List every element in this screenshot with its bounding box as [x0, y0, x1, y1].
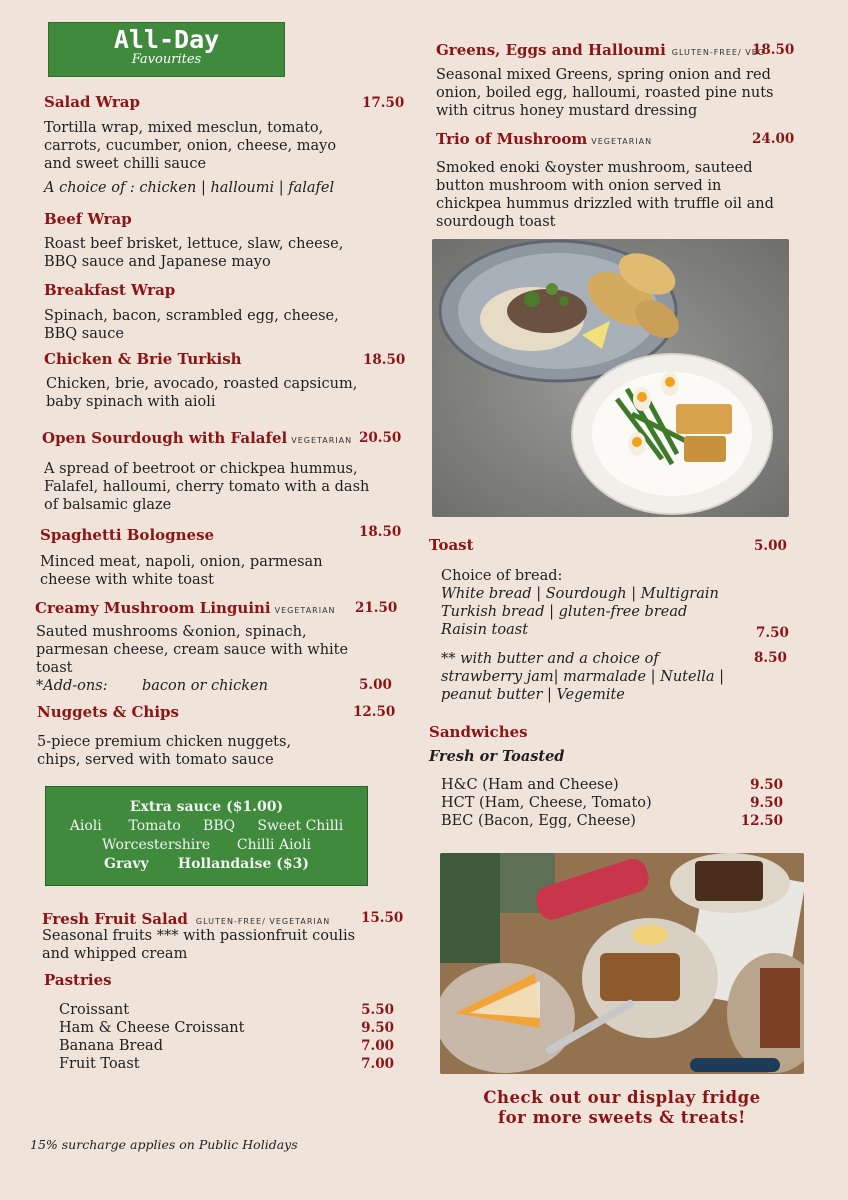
item-desc-chicken-brie: Chicken, brie, avocado, roasted capsicum, baby spinach with aioli	[46, 376, 358, 410]
item-desc-salad-wrap: Tortilla wrap, mixed mesclun, tomato, carrots, cucumber, onion, cheese, mayo and sweet chilli sauce	[44, 120, 337, 172]
item-price-nuggets: 12.50	[353, 704, 396, 720]
tag-vegetarian: VEGETARIAN	[274, 606, 336, 615]
item-name-salad-wrap: Salad Wrap	[44, 93, 140, 111]
item-name-open-sourdough	[42, 429, 352, 447]
item-desc-mushroom: Smoked enoki &oyster mushroom, sauteed button mushroom with onion served in chickpea hummus drizzled with truffle oil and sourdough toast	[436, 160, 774, 230]
item-name-toast: Toast	[429, 536, 474, 554]
item-price-chicken-brie: 18.50	[363, 352, 406, 368]
item-name-sandwiches: Sandwiches	[429, 723, 528, 741]
addon-label: *Add-ons:	[36, 678, 108, 694]
menu-subtitle: Favourites	[131, 52, 202, 67]
sweets-illustration	[440, 853, 804, 1074]
sandwich-name: HCT (Ham, Cheese, Tomato)	[441, 795, 652, 811]
sandwich-price: 12.50	[740, 813, 783, 829]
food-photo-sweets	[440, 853, 804, 1074]
surcharge-note: 15% surcharge applies on Public Holidays	[30, 1137, 298, 1152]
toast-butter: ** with butter and a choice of strawberry jam| marmalade | Nutella | peanut butter | Vegemite	[441, 651, 724, 703]
extra-sauce-line1: Aioli Tomato BBQ Sweet Chilli	[69, 818, 344, 834]
extra-sauce-box	[45, 786, 368, 886]
item-name-beef-wrap: Beef Wrap	[44, 210, 132, 228]
addon-text: bacon or chicken	[142, 678, 268, 694]
item-price-mushroom: 24.00	[752, 131, 795, 147]
pastry-price: 5.50	[361, 1002, 394, 1018]
item-name-breakfast-wrap: Breakfast Wrap	[44, 281, 176, 299]
item-desc-spaghetti: Minced meat, napoli, onion, parmesan cheese with white toast	[40, 554, 323, 588]
tag-gluten-free-vegetarian: GLUTEN-FREE/ VEGETARIAN	[195, 917, 331, 926]
list-item	[59, 1037, 394, 1055]
toast-butter-price: 8.50	[754, 650, 787, 666]
pastry-name: Ham & Cheese Croissant	[59, 1020, 245, 1036]
item-price-salad-wrap: 17.50	[362, 95, 405, 111]
extra-sauce-title: Extra sauce ($1.00)	[129, 799, 284, 815]
extra-sauce-line2: Worcestershire Chilli Aioli	[102, 837, 311, 853]
sandwiches-list	[441, 776, 783, 830]
item-choice-salad-wrap: A choice of : chicken | halloumi | falafel	[44, 180, 335, 196]
tag-gluten-free-veg: GLUTEN-FREE/ VEG	[671, 48, 765, 57]
toast-raisin-price: 7.50	[756, 625, 789, 641]
item-name-mushroom-text: Trio of Mushroom	[436, 130, 588, 148]
tag-vegetarian: VEGETARIAN	[591, 137, 653, 146]
list-item	[59, 1055, 394, 1073]
item-name-mushroom	[436, 130, 652, 148]
food-photo-plates	[432, 239, 789, 517]
plates-illustration	[432, 239, 789, 517]
item-name-chicken-brie: Chicken & Brie Turkish	[44, 350, 242, 368]
item-desc-nuggets: 5-piece premium chicken nuggets, chips, served with tomato sauce	[37, 734, 292, 768]
pastry-price: 9.50	[361, 1020, 394, 1036]
item-desc-breakfast-wrap: Spinach, bacon, scrambled egg, cheese, BBQ sauce	[44, 308, 339, 342]
item-desc-beef-wrap: Roast beef brisket, lettuce, slaw, cheese, BBQ sauce and Japanese mayo	[44, 236, 344, 270]
list-item	[441, 812, 783, 830]
toast-choice-label: Choice of bread:	[441, 568, 563, 584]
item-name-linguini	[35, 599, 336, 617]
item-name-nuggets: Nuggets & Chips	[37, 703, 179, 721]
sandwich-price: 9.50	[750, 777, 783, 793]
item-price-greens: 18.50	[752, 42, 795, 58]
item-name-open-sourdough-text: Open Sourdough with Falafel	[42, 429, 288, 447]
item-desc-linguini: Sauted mushrooms &onion, spinach, parmesan cheese, cream sauce with white toast	[36, 624, 349, 676]
extra-sauce-line3: Gravy Hollandaise ($3)	[104, 856, 309, 872]
item-name-fruit-salad	[42, 910, 330, 928]
item-price-open-sourdough: 20.50	[359, 430, 402, 446]
item-name-greens	[436, 41, 765, 59]
item-price-spaghetti: 18.50	[359, 524, 402, 540]
item-desc-greens: Seasonal mixed Greens, spring onion and red onion, boiled egg, halloumi, roasted pine nuts with citrus honey mustard dressing	[436, 67, 774, 119]
pastry-name: Banana Bread	[59, 1038, 163, 1054]
pastries-list	[59, 1001, 394, 1073]
item-name-greens-text: Greens, Eggs and Halloumi	[436, 41, 666, 59]
menu-title: All-Day	[113, 25, 220, 54]
pastry-name: Fruit Toast	[59, 1056, 140, 1072]
item-price-fruit-salad: 15.50	[361, 910, 404, 926]
fridge-note	[440, 1088, 804, 1128]
item-desc-fruit-salad: Seasonal fruits *** with passionfruit coulis and whipped cream	[42, 928, 356, 962]
pastry-price: 7.00	[361, 1056, 394, 1072]
item-name-spaghetti: Spaghetti Bolognese	[40, 526, 215, 544]
list-item	[441, 794, 783, 812]
item-name-fruit-salad-text: Fresh Fruit Salad	[42, 910, 188, 928]
sandwiches-sub: Fresh or Toasted	[429, 748, 565, 765]
addon-price: 5.00	[359, 677, 392, 693]
toast-line1: White bread | Sourdough | Multigrain	[441, 586, 719, 602]
tag-vegetarian: VEGETARIAN	[291, 436, 353, 445]
toast-raisin: Raisin toast	[441, 622, 529, 638]
item-price-toast: 5.00	[754, 538, 787, 554]
list-item	[441, 776, 783, 794]
item-name-linguini-text: Creamy Mushroom Linguini	[35, 599, 271, 617]
sandwich-price: 9.50	[750, 795, 783, 811]
pastry-name: Croissant	[59, 1002, 130, 1018]
pastry-price: 7.00	[361, 1038, 394, 1054]
sandwich-name: H&C (Ham and Cheese)	[441, 777, 619, 793]
fridge-line1: Check out our display fridge	[483, 1088, 761, 1107]
header-box	[48, 22, 285, 77]
list-item	[59, 1019, 394, 1037]
item-price-linguini: 21.50	[355, 600, 398, 616]
sandwich-name: BEC (Bacon, Egg, Cheese)	[441, 813, 636, 829]
list-item	[59, 1001, 394, 1019]
item-desc-open-sourdough: A spread of beetroot or chickpea hummus, Falafel, halloumi, cherry tomato with a dash of balsamic glaze	[44, 461, 370, 513]
toast-line2: Turkish bread | gluten-free bread	[441, 604, 688, 620]
item-name-pastries: Pastries	[44, 971, 112, 989]
fridge-line2: for more sweets & treats!	[498, 1108, 746, 1127]
